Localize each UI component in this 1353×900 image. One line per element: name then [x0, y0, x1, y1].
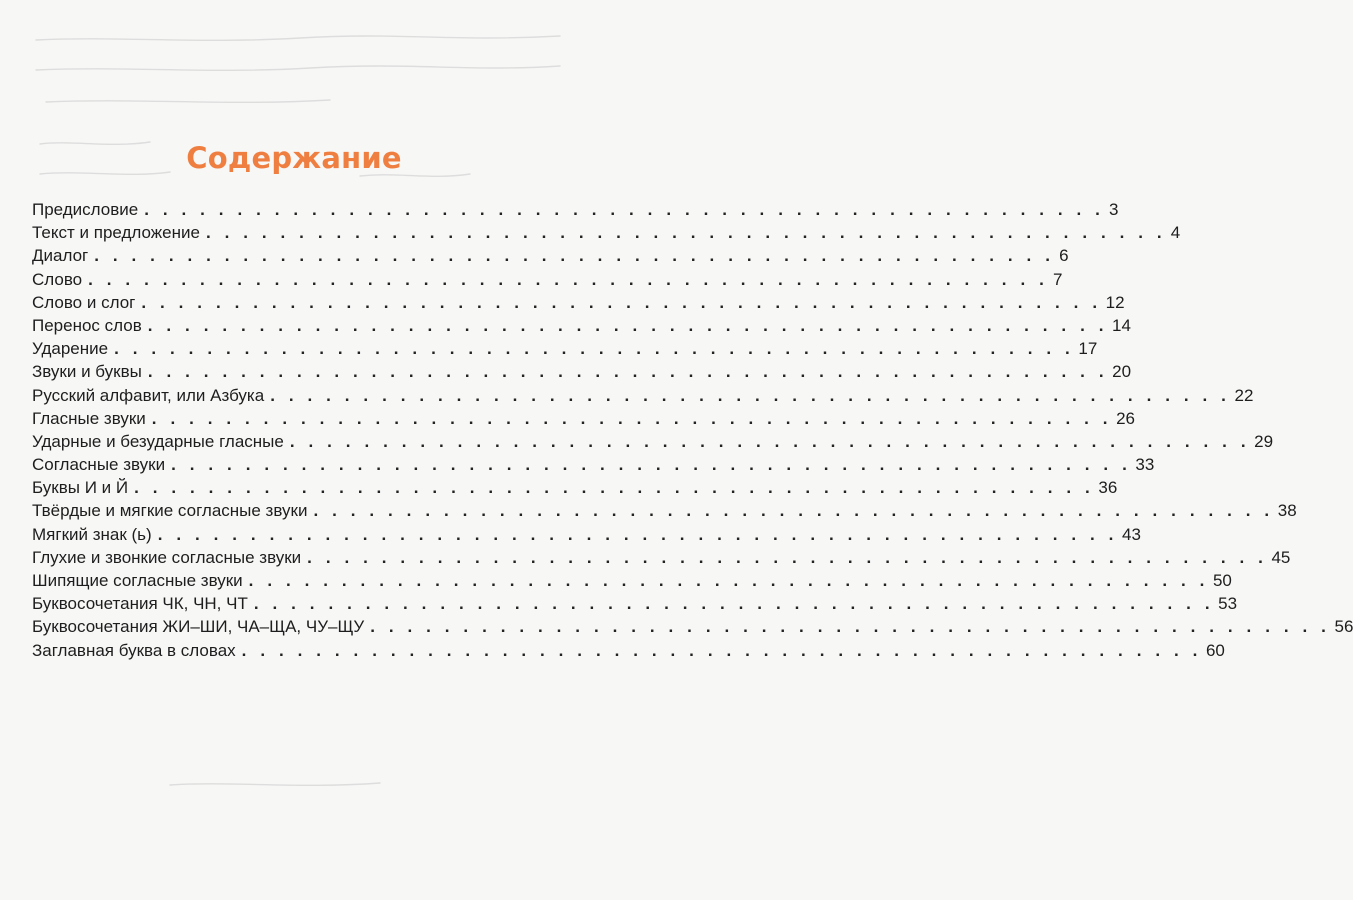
toc-entry [32, 523, 1141, 546]
toc-entry-title: Согласные звуки [32, 455, 166, 475]
dot-leader: . . . . . . . . . . . . . . . . . . . . . . . . . . . . . . . . . . . . . . . . . . . . . . . . . . . . [270, 385, 1231, 405]
toc-entry [32, 499, 1297, 522]
toc-entry-title: Предисловие [32, 200, 139, 219]
dot-leader: . . . . . . . . . . . . . . . . . . . . . . . . . . . . . . . . . . . . . . . . . . . . . . . . . . . . [171, 455, 1132, 475]
toc-entry-title: Слово [32, 269, 83, 289]
toc-entry-title: Твёрдые и мягкие согласные звуки [32, 501, 308, 521]
toc-entry-title: Буквосочетания ЖИ–ШИ, ЧА–ЩА, ЧУ–ЩУ [32, 617, 365, 637]
toc-entry-page-number: 56 [1334, 617, 1353, 637]
toc-entry-page-number: 3 [1109, 200, 1119, 219]
toc-entry [32, 569, 1232, 592]
page-title: Содержание [186, 141, 402, 175]
toc-entry [32, 407, 1136, 430]
toc-entry-title: Перенос слов [32, 315, 142, 335]
dot-leader: . . . . . . . . . . . . . . . . . . . . . . . . . . . . . . . . . . . . . . . . . . . . . . . . . . . . [141, 292, 1102, 312]
dot-leader: . . . . . . . . . . . . . . . . . . . . . . . . . . . . . . . . . . . . . . . . . . . . . . . . . . . . [94, 246, 1055, 266]
toc-entry [32, 546, 1291, 569]
toc-entry-title: Текст и предложение [32, 223, 200, 243]
toc-entry [32, 615, 1353, 638]
toc-entry-page-number: 53 [1218, 594, 1238, 614]
dot-leader: . . . . . . . . . . . . . . . . . . . . . . . . . . . . . . . . . . . . . . . . . . . . . . . . . . . . [147, 362, 1109, 382]
toc-entry [32, 244, 1069, 267]
toc-entry-title: Заглавная буква в словах [32, 640, 236, 660]
dot-leader: . . . . . . . . . . . . . . . . . . . . . . . . . . . . . . . . . . . . . . . . . . . . . . . . . . . . [241, 640, 1202, 660]
toc-entry-page-number: 14 [1112, 315, 1131, 335]
toc-entry-title: Гласные звуки [32, 408, 146, 428]
table-of-contents [32, 198, 1353, 662]
toc-entry-page-number: 26 [1116, 408, 1136, 428]
dot-leader: . . . . . . . . . . . . . . . . . . . . . . . . . . . . . . . . . . . . . . . . . . . . . . . . . . . . [253, 594, 1215, 614]
dot-leader: . . . . . . . . . . . . . . . . . . . . . . . . . . . . . . . . . . . . . . . . . . . . . . . . . . . . [248, 571, 1209, 590]
toc-entry-title: Глухие и звонкие согласные звуки [32, 547, 302, 567]
toc-entry [32, 639, 1225, 662]
toc-entry-page-number: 12 [1105, 292, 1125, 312]
toc-entry-title: Ударение [32, 339, 109, 359]
toc-entry [32, 337, 1098, 360]
toc-entry-title: Русский алфавит, или Азбука [32, 385, 265, 405]
dot-leader: . . . . . . . . . . . . . . . . . . . . . . . . . . . . . . . . . . . . . . . . . . . . . . . . . . . . [88, 269, 1049, 289]
dot-leader: . . . . . . . . . . . . . . . . . . . . . . . . . . . . . . . . . . . . . . . . . . . . . . . . . . . . [205, 223, 1167, 243]
toc-entry-page-number: 7 [1052, 269, 1063, 289]
dot-leader: . . . . . . . . . . . . . . . . . . . . . . . . . . . . . . . . . . . . . . . . . . . . . . . . . . . . [370, 617, 1331, 637]
toc-entry-page-number: 50 [1212, 571, 1232, 590]
dot-leader: . . . . . . . . . . . . . . . . . . . . . . . . . . . . . . . . . . . . . . . . . . . . . . . . . . . . [147, 315, 1109, 335]
toc-entry-title: Диалог [32, 246, 89, 266]
toc-entry-page-number: 45 [1271, 547, 1291, 567]
toc-entry [32, 592, 1238, 615]
toc-entry-title: Звуки и буквы [32, 362, 142, 382]
toc-entry [32, 291, 1125, 314]
toc-entry [32, 360, 1132, 383]
toc-entry-title: Ударные и безударные гласные [32, 431, 284, 451]
dot-leader: . . . . . . . . . . . . . . . . . . . . . . . . . . . . . . . . . . . . . . . . . . . . . . . . . . . . [144, 200, 1105, 219]
dot-leader: . . . . . . . . . . . . . . . . . . . . . . . . . . . . . . . . . . . . . . . . . . . . . . . . . . . . [157, 524, 1118, 544]
toc-entry-page-number: 17 [1078, 339, 1098, 359]
toc-entry [32, 453, 1155, 476]
dot-leader: . . . . . . . . . . . . . . . . . . . . . . . . . . . . . . . . . . . . . . . . . . . . . . . . . . . . [289, 431, 1251, 451]
toc-entry-page-number: 29 [1254, 431, 1274, 451]
toc-entry-page-number: 4 [1170, 223, 1181, 243]
dot-leader: . . . . . . . . . . . . . . . . . . . . . . . . . . . . . . . . . . . . . . . . . . . . . . . . . . . . [313, 501, 1274, 521]
toc-entry-page-number: 20 [1112, 362, 1132, 382]
toc-entry [32, 430, 1274, 453]
toc-entry-page-number: 60 [1205, 640, 1225, 660]
toc-entry-title: Шипящие согласные звуки [32, 571, 243, 590]
toc-entry [32, 384, 1254, 407]
toc-entry-title: Слово и слог [32, 292, 136, 312]
toc-entry-title: Буквосочетания ЧК, ЧН, ЧТ [32, 594, 248, 614]
toc-entry-page-number: 38 [1277, 501, 1297, 521]
dot-leader: . . . . . . . . . . . . . . . . . . . . . . . . . . . . . . . . . . . . . . . . . . . . . . . . . . . . [134, 478, 1095, 498]
toc-entry-title: Буквы И и Й [32, 478, 129, 498]
dot-leader: . . . . . . . . . . . . . . . . . . . . . . . . . . . . . . . . . . . . . . . . . . . . . . . . . . . . [307, 547, 1268, 567]
toc-entry [32, 314, 1131, 337]
toc-entry [32, 221, 1181, 244]
toc-entry-title: Мягкий знак (ь) [32, 524, 152, 544]
toc-entry [32, 268, 1063, 291]
toc-entry-page-number: 6 [1059, 246, 1069, 266]
toc-entry-page-number: 22 [1234, 385, 1254, 405]
dot-leader: . . . . . . . . . . . . . . . . . . . . . . . . . . . . . . . . . . . . . . . . . . . . . . . . . . . . [114, 339, 1075, 359]
toc-entry-page-number: 33 [1135, 455, 1155, 475]
toc-entry-page-number: 43 [1122, 524, 1141, 544]
toc-entry [32, 198, 1119, 221]
toc-entry [32, 476, 1118, 499]
toc-entry-page-number: 36 [1098, 478, 1118, 498]
dot-leader: . . . . . . . . . . . . . . . . . . . . . . . . . . . . . . . . . . . . . . . . . . . . . . . . . . . . [151, 408, 1113, 428]
